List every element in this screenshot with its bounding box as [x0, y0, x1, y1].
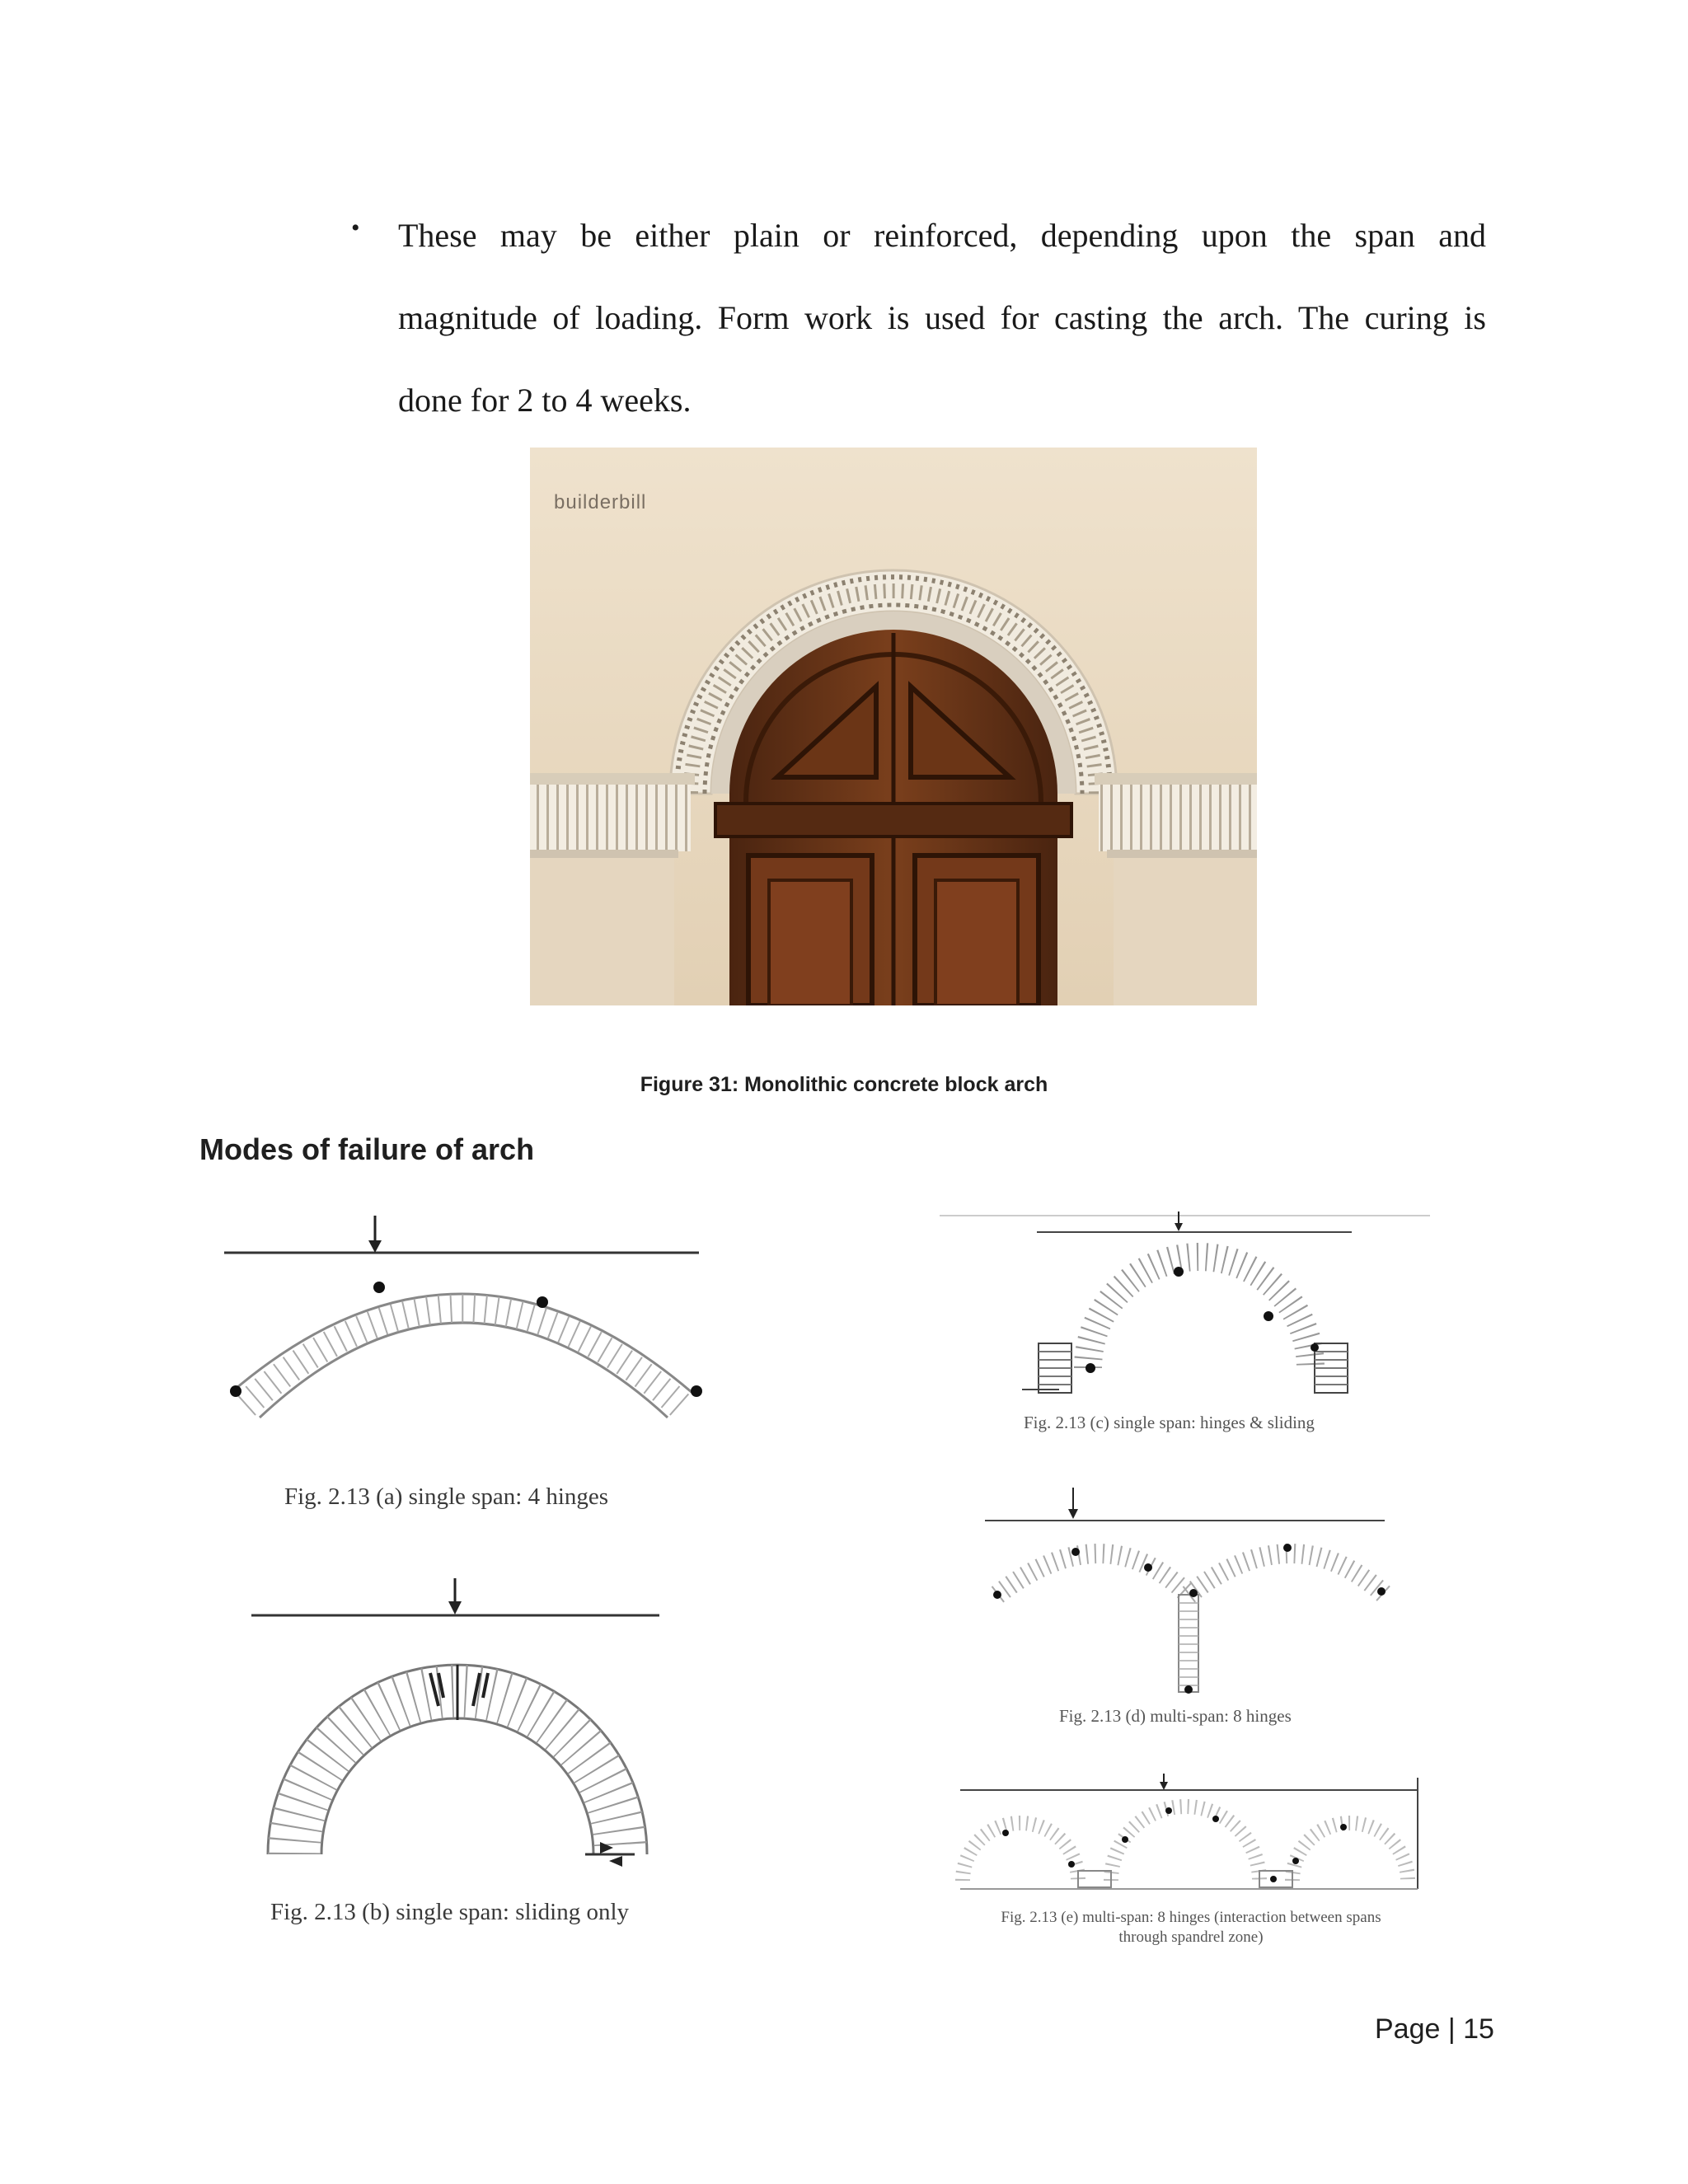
diagram-caption-b: Fig. 2.13 (b) single span: sliding only: [270, 1899, 629, 1925]
paragraph-line-3: done for 2 to 4 weeks.: [398, 382, 692, 419]
paragraph-line-1: These may be either plain or reinforced, depending upon the span and: [398, 217, 1486, 254]
section-heading: Modes of failure of arch: [199, 1132, 535, 1166]
diagram-caption-a: Fig. 2.13 (a) single span: 4 hinges: [284, 1483, 609, 1510]
diagram-multi-span-8-hinges: [981, 1488, 1393, 1694]
figure-caption: Figure 31: Monolithic concrete block arch: [640, 1073, 1048, 1096]
diagram-caption-d: Fig. 2.13 (d) multi-span: 8 hinges: [1059, 1706, 1292, 1726]
diagram-multi-span-spandrel: [956, 1774, 1426, 1897]
paragraph-line-2: magnitude of loading. Form work is used for casting the arch. The curing is: [398, 299, 1486, 336]
page-number: Page | 15: [1375, 2013, 1494, 2045]
diagram-caption-e: Fig. 2.13 (e) multi-span: 8 hinges (interaction between spans through spandrel zone): [1001, 1909, 1381, 1946]
diagram-caption-c: Fig. 2.13 (c) single span: hinges & sliding: [1024, 1413, 1315, 1432]
arch-doorway-photo: [530, 448, 1257, 1005]
bullet-point: •: [351, 214, 360, 241]
body-paragraph: [398, 194, 1486, 442]
photo-watermark: builderbill: [554, 491, 647, 513]
diagram-single-span-4-hinges: [223, 1212, 717, 1434]
diagram-single-span-hinges-sliding: [940, 1212, 1434, 1393]
diagram-single-span-sliding: [247, 1578, 668, 1867]
